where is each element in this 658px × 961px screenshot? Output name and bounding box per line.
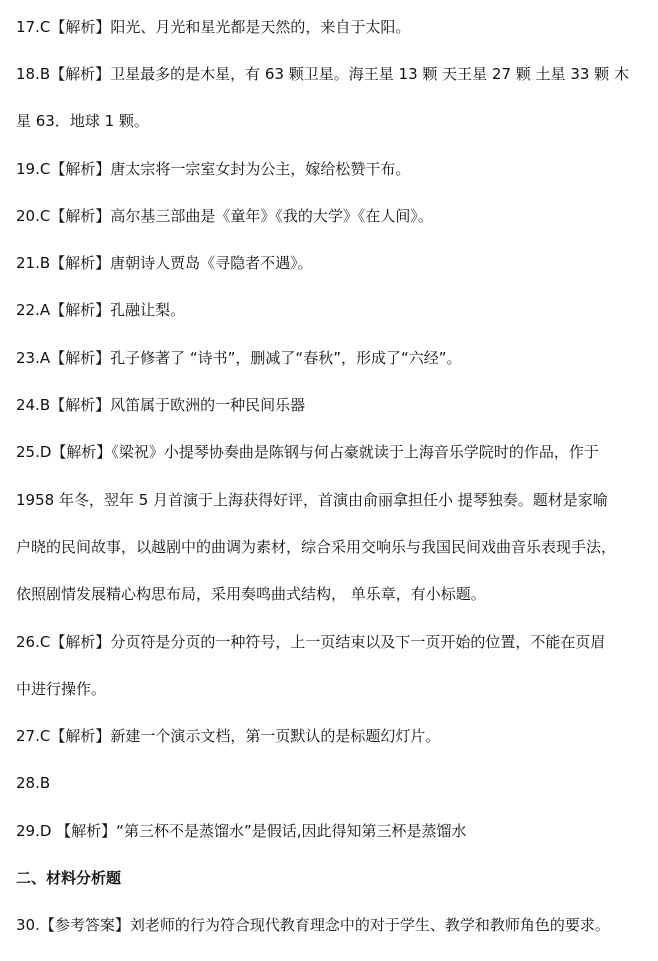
answer-22: 22.A【解析】孔融让梨。 bbox=[16, 301, 186, 319]
answer-23: 23.A【解析】孔子修著了 “诗书”，删减了“春秋”，形成了“六经”。 bbox=[16, 349, 462, 367]
answer-17: 17.C【解析】阳光、月光和星光都是天然的，来自于太阳。 bbox=[16, 18, 411, 36]
answer-20: 20.C【解析】高尔基三部曲是《童年》《我的大学》《在人间》。 bbox=[16, 207, 433, 225]
answer-29: 29.D 【解析】“第三杯不是蒸馏水”是假话,因此得知第三杯是蒸馏水 bbox=[16, 822, 467, 840]
answer-26-line-2: 中进行操作。 bbox=[16, 680, 107, 698]
answer-19: 19.C【解析】唐太宗将一宗室女封为公主，嫁给松赞干布。 bbox=[16, 160, 411, 178]
answer-25-line-3: 户晓的民间故事，以越剧中的曲调为素材，综合采用交响乐与我国民间戏曲音乐表现手法， bbox=[16, 538, 617, 556]
answer-28: 28.B bbox=[16, 774, 51, 792]
answer-25-line-2: 1958 年冬，翌年 5 月首演于上海获得好评，首演由俞丽拿担任小 提琴独奏。题材是家喻 bbox=[16, 491, 608, 509]
answer-21: 21.B【解析】唐朝诗人贾岛《寻隐者不遇》。 bbox=[16, 254, 313, 272]
answer-26-line-1: 26.C【解析】分页符是分页的一种符号，上一页结束以及下一页开始的位置，不能在页眉 bbox=[16, 633, 606, 651]
answer-18-line-2: 星 63．地球 1 颗。 bbox=[16, 112, 149, 130]
section-heading: 二、材料分析题 bbox=[16, 869, 122, 887]
answer-24: 24.B【解析】风笛属于欧洲的一种民间乐器 bbox=[16, 396, 306, 414]
answer-27: 27.C【解析】新建一个演示文档，第一页默认的是标题幻灯片。 bbox=[16, 727, 441, 745]
answer-18-line-1: 18.B【解析】卫星最多的是木星，有 63 颗卫星。海王星 13 颗 天王星 27 颗 土星 33 颗 木 bbox=[16, 65, 629, 83]
answer-25-line-1: 25.D【解析】《梁祝》小提琴协奏曲是陈钢与何占豪就读于上海音乐学院时的作品，作于 bbox=[16, 443, 599, 461]
answer-25-line-4: 依照剧情发展精心构思布局，采用奏鸣曲式结构， 单乐章，有小标题。 bbox=[16, 585, 486, 603]
answer-30: 30.【参考答案】刘老师的行为符合现代教育理念中的对于学生、教学和教师角色的要求。 bbox=[16, 916, 610, 934]
